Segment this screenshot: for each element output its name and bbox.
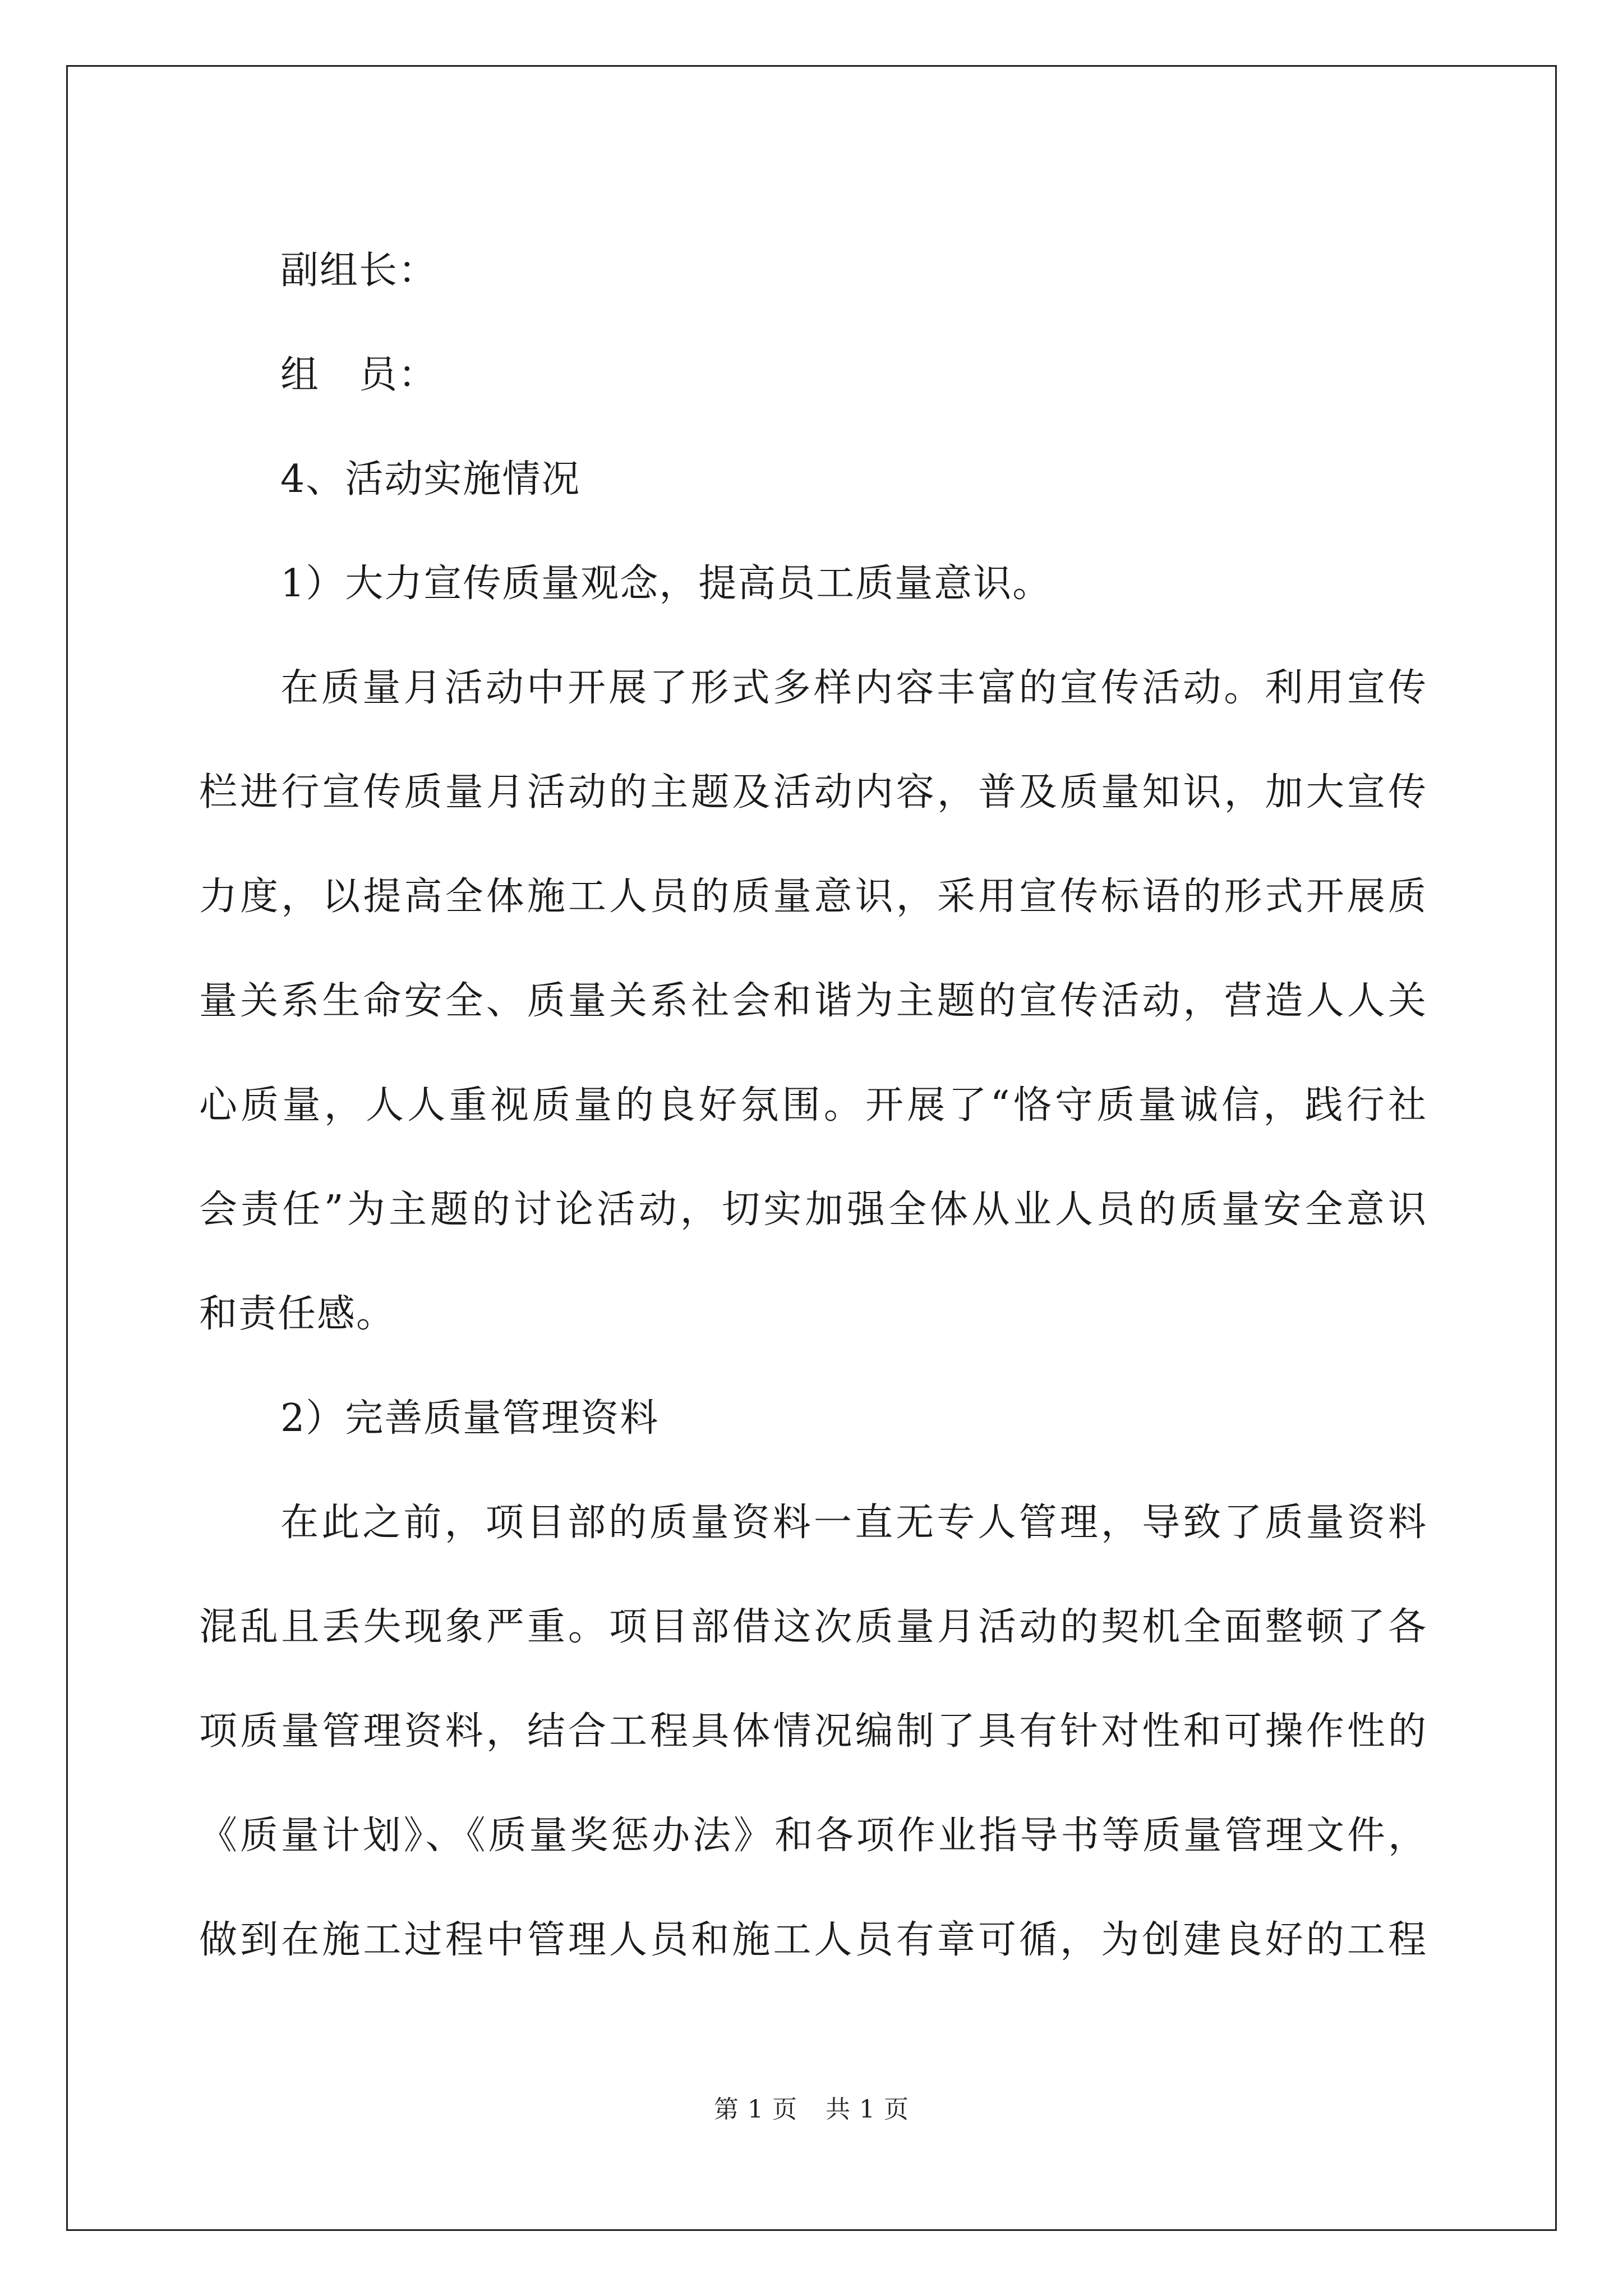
- paragraph-line: 会责任”为主题的讨论活动，切实加强全体从业人员的质量安全意识: [199, 1188, 1427, 1232]
- paragraph-line: 量关系生命安全、质量关系社会和谐为主题的宣传活动，营造人人关: [199, 979, 1427, 1023]
- paragraph-line: 在质量月活动中开展了形式多样内容丰富的宣传活动。利用宣传: [280, 666, 1427, 710]
- subsection-heading: [199, 532, 1427, 636]
- deputy-leader-line: [199, 219, 1427, 323]
- page-number: 第 1 页: [714, 2095, 797, 2124]
- document-body: [199, 219, 1427, 1993]
- paragraph-line: 做到在施工过程中管理人员和施工人员有章可循，为创建良好的工程: [199, 1918, 1427, 1962]
- line-text: 员：: [359, 353, 438, 397]
- paragraph-line: 和责任感。: [199, 1292, 396, 1336]
- line-text: 2）完善质量管理资料: [280, 1396, 660, 1441]
- members-line: [199, 323, 1427, 427]
- paragraph-line: 力度，以提高全体施工人员的质量意识，采用宣传标语的形式开展质: [199, 875, 1427, 919]
- page-footer: [0, 2089, 1623, 2125]
- paragraph-line: 栏进行宣传质量月活动的主题及活动内容，普及质量知识，加大宣传: [199, 770, 1427, 815]
- page-total: 共 1 页: [826, 2095, 909, 2124]
- line-text: 4、活动实施情况: [280, 457, 581, 501]
- paragraph-line: 心质量，人人重视质量的良好氛围。开展了“恪守质量诚信，践行社: [199, 1083, 1427, 1128]
- paragraph-line: 在此之前，项目部的质量资料一直无专人管理，导致了质量资料: [280, 1501, 1427, 1545]
- line-text: 组: [280, 353, 320, 397]
- subsection-heading: [199, 1366, 1427, 1471]
- paragraph-line: 混乱且丢失现象严重。项目部借这次质量月活动的契机全面整顿了各: [199, 1605, 1427, 1649]
- line-text: 1）大力宣传质量观念，提高员工质量意识。: [280, 562, 1052, 606]
- line-text: 副组长：: [280, 249, 438, 293]
- paragraph-line: 项质量管理资料，结合工程具体情况编制了具有针对性和可操作性的: [199, 1709, 1427, 1754]
- paragraph-line: 《质量计划》、《质量奖惩办法》和各项作业指导书等质量管理文件，: [199, 1814, 1427, 1858]
- section-heading: [199, 427, 1427, 532]
